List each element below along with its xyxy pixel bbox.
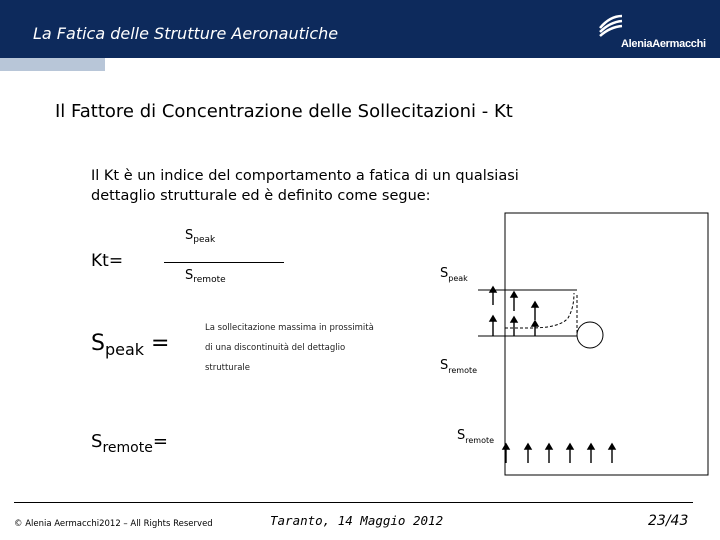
logo-text: AleniaAermacchi	[621, 38, 706, 50]
alenia-aermacchi-logo	[596, 14, 716, 52]
header-accent-bar	[0, 58, 105, 71]
numerator-sub: peak	[193, 235, 216, 245]
intro-line-1: Il Kt è un indice del comportamento a fatica di un qualsiasi	[91, 168, 519, 184]
plate-outline	[505, 213, 708, 475]
fraction-line	[164, 262, 284, 263]
hole-circle	[577, 322, 603, 348]
speak-description	[205, 318, 405, 378]
slide-title: Il Fattore di Concentrazione delle Sollecitazioni - Kt	[55, 101, 513, 122]
diagram-label-peak: $S_{peak}$	[440, 266, 468, 283]
sremote-s: S	[91, 431, 103, 452]
speak-eq: =	[144, 331, 170, 356]
diagram-label-remote-bottom: $S_{remote}$	[457, 428, 495, 445]
speak-desc-line-1: La sollecitazione massima in prossimità	[205, 323, 374, 333]
logo-swoosh-icon	[596, 14, 626, 40]
page-number: 23/43	[648, 513, 689, 529]
footer-rule	[14, 502, 693, 503]
stress-arrows	[490, 287, 615, 463]
speak-sub: peak	[104, 340, 145, 359]
speak-s: S	[91, 331, 105, 356]
presentation-title: La Fatica delle Strutture Aeronautiche	[33, 24, 339, 43]
sremote-eq: =	[152, 431, 168, 452]
numerator-s: S	[185, 228, 194, 243]
denominator-sub: remote	[193, 275, 226, 285]
sremote-definition-label	[91, 431, 168, 456]
speak-definition-label	[91, 331, 169, 359]
speak-desc-line-3: strutturale	[205, 363, 250, 373]
denominator-s: S	[185, 268, 194, 283]
footer-date: Taranto, 14 Maggio 2012	[270, 513, 444, 528]
formula-denominator	[185, 268, 226, 285]
header-bar	[0, 0, 720, 58]
stress-concentration-diagram	[440, 200, 720, 480]
intro-line-2: dettaglio strutturale ed è definito come segue:	[91, 188, 431, 204]
kt-label: Kt=	[91, 251, 124, 271]
speak-desc-line-2: di una discontinuità del dettaglio	[205, 343, 346, 353]
formula-numerator	[185, 228, 215, 245]
stress-curve	[505, 293, 574, 328]
sremote-sub: remote	[102, 440, 153, 456]
footer-copyright: © Alenia Aermacchi2012 – All Rights Reserved	[14, 519, 213, 529]
diagram-label-remote-mid: $S_{remote}$	[440, 358, 478, 375]
